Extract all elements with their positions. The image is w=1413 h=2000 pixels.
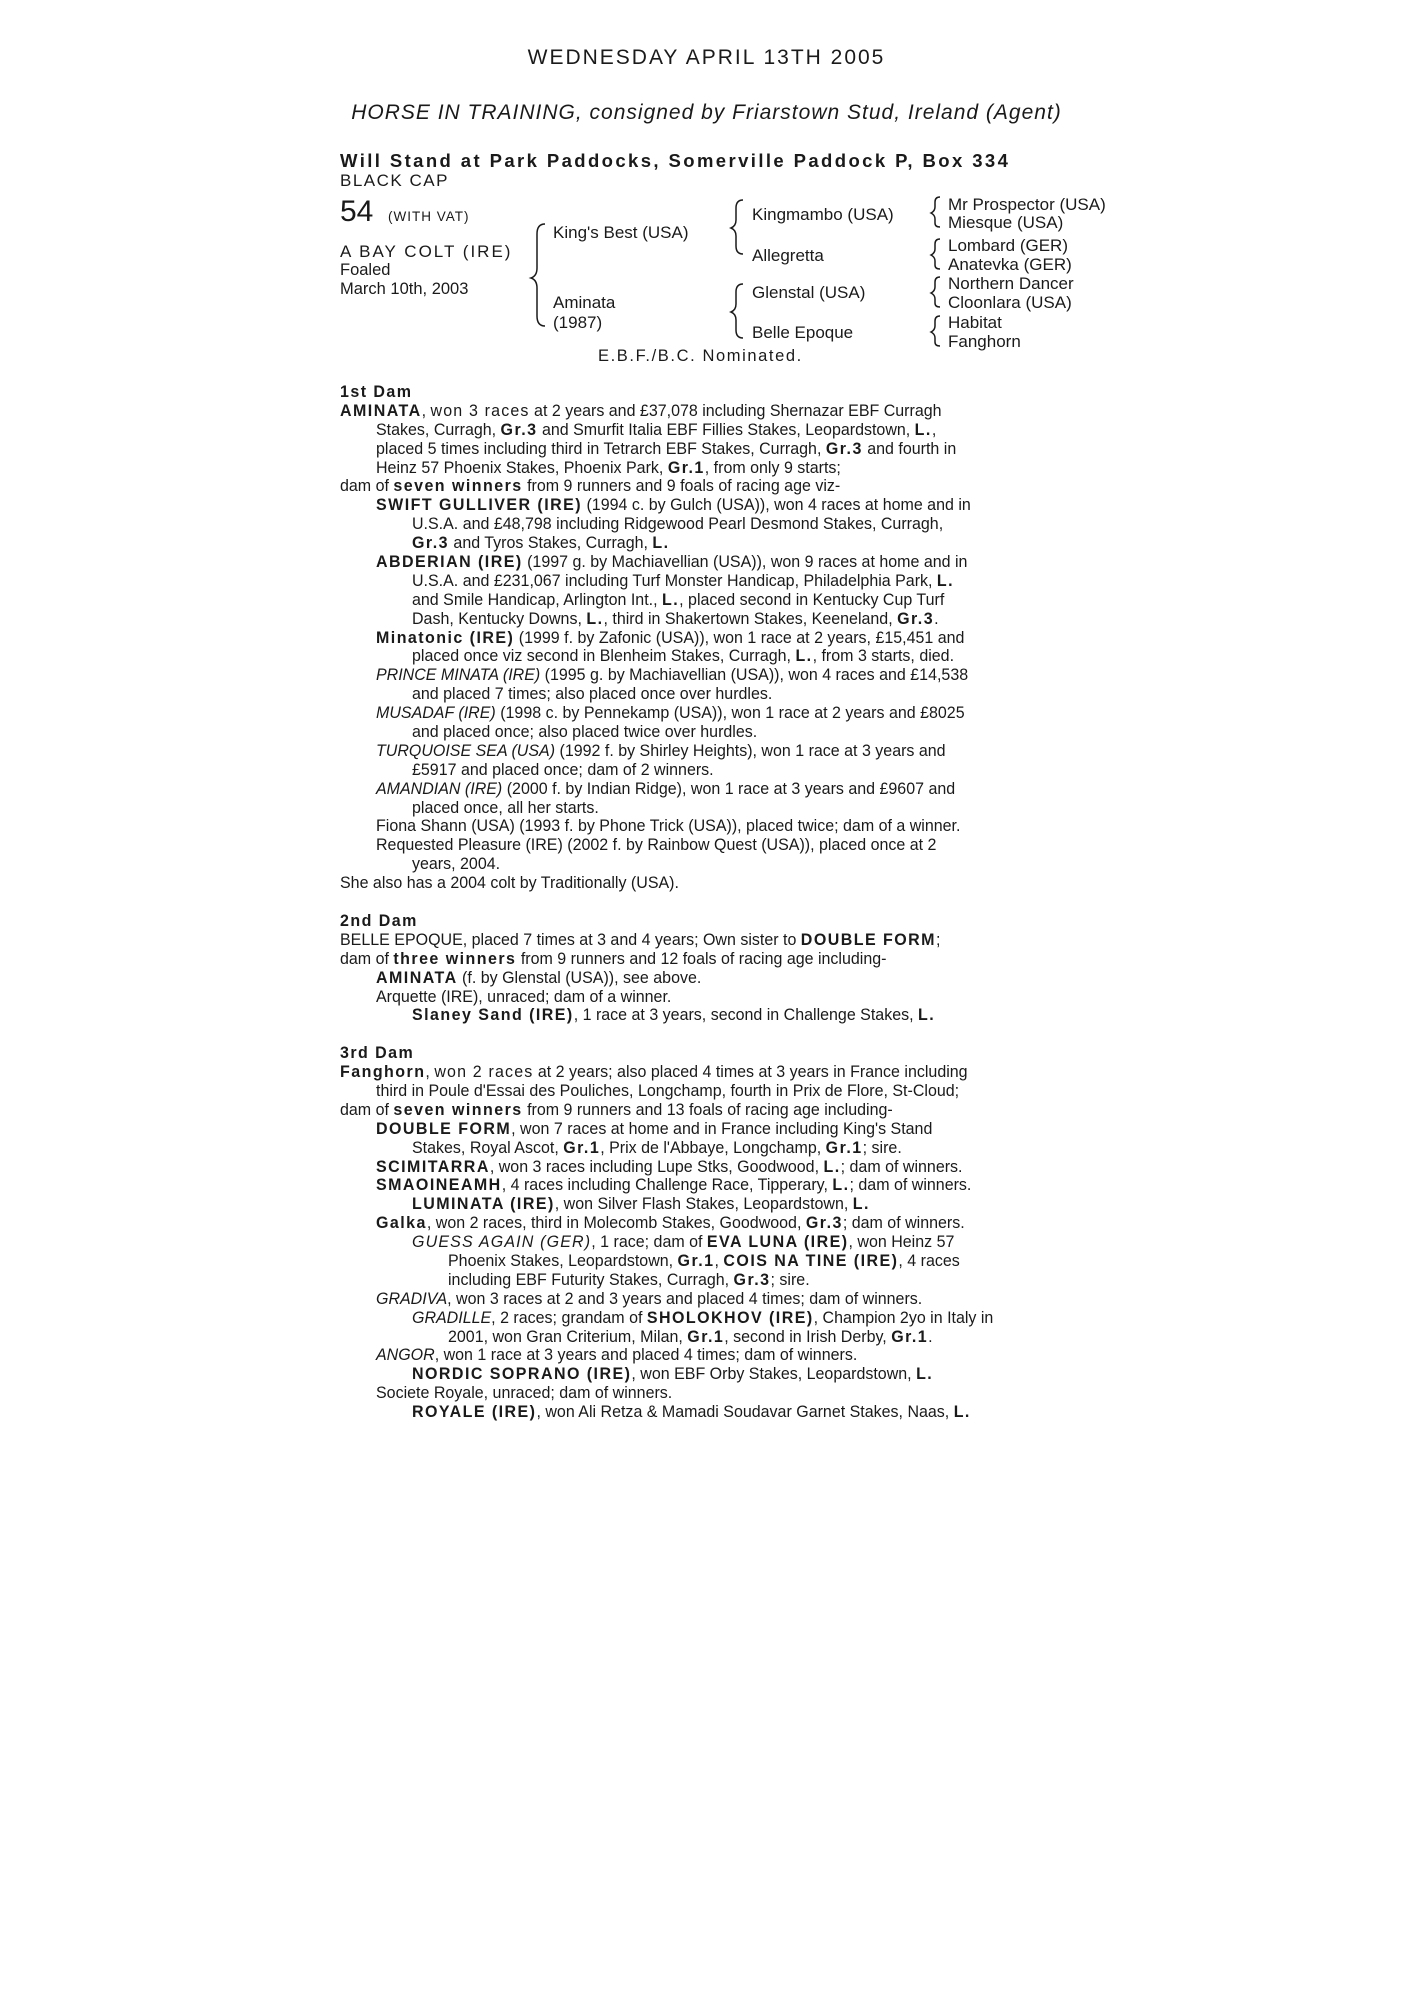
pedigree-sire: King's Best (USA) bbox=[553, 223, 689, 242]
pedigree-sds: Lombard (GER) bbox=[948, 236, 1068, 255]
progeny-entry: SMAOINEAMH, 4 races including Challenge Race, Tipperary, L.; dam of winners. bbox=[376, 1176, 972, 1195]
progeny-entry: Minatonic (IRE) (1999 f. by Zafonic (USA)), won 1 race at 2 years, £15,451 and bbox=[376, 628, 965, 647]
progeny-entry-cont: placed once viz second in Blenheim Stakes, Curragh, L., from 3 starts, died. bbox=[412, 647, 955, 666]
pedigree-ddd: Fanghorn bbox=[948, 332, 1021, 351]
third-dam-line: Fanghorn, won 2 races at 2 years; also placed 4 times at 3 years in France including bbox=[340, 1063, 968, 1082]
progeny-entry: AMINATA (f. by Glenstal (USA)), see above. bbox=[376, 968, 702, 987]
pedigree-dam-sire: Glenstal (USA) bbox=[752, 283, 866, 302]
progeny-entry: Fiona Shann (USA) (1993 f. by Phone Trick (USA)), placed twice; dam of a winner. bbox=[376, 817, 961, 836]
progeny-entry: TURQUOISE SEA (USA) (1992 f. by Shirley Heights), won 1 race at 3 years and bbox=[376, 741, 946, 760]
progeny-entry-cont: placed once, all her starts. bbox=[412, 798, 599, 817]
progeny-entry-cont: including EBF Futurity Stakes, Curragh, Gr.3; sire. bbox=[448, 1270, 810, 1289]
catalogue-body bbox=[340, 383, 1080, 1422]
progeny-entry: Requested Pleasure (IRE) (2002 f. by Rainbow Quest (USA)), placed once at 2 bbox=[376, 836, 937, 855]
lot-number: 54 bbox=[340, 195, 374, 228]
stand-location: Will Stand at Park Paddocks, Somerville Paddock P, Box 334 bbox=[340, 150, 1011, 171]
progeny-entry: ABDERIAN (IRE) (1997 g. by Machiavellian (USA)), won 9 races at home and in bbox=[376, 553, 968, 572]
third-dam-line: dam of seven winners from 9 runners and 13 foals of racing age including- bbox=[340, 1100, 893, 1119]
progeny-entry: Arquette (IRE), unraced; dam of a winner. bbox=[376, 987, 672, 1006]
progeny-entry: SWIFT GULLIVER (IRE) (1994 c. by Gulch (USA)), won 4 races at home and in bbox=[376, 496, 971, 515]
pedigree-sdd: Anatevka (GER) bbox=[948, 255, 1072, 274]
progeny-entry: AMANDIAN (IRE) (2000 f. by Indian Ridge), won 1 race at 3 years and £9607 and bbox=[376, 779, 956, 798]
first-dam-line: Stakes, Curragh, Gr.3 and Smurfit Italia EBF Fillies Stakes, Leopardstown, L., bbox=[376, 420, 937, 439]
progeny-entry-cont: £5917 and placed once; dam of 2 winners. bbox=[412, 760, 714, 779]
vat-note: (WITH VAT) bbox=[388, 209, 470, 224]
progeny-entry: GRADIVA, won 3 races at 2 and 3 years and placed 4 times; dam of winners. bbox=[376, 1289, 923, 1308]
progeny-entry: LUMINATA (IRE), won Silver Flash Stakes, Leopardstown, L. bbox=[412, 1195, 870, 1214]
pedigree-dam: Aminata bbox=[553, 293, 616, 312]
progeny-entry: ROYALE (IRE), won Ali Retza & Mamadi Soudavar Garnet Stakes, Naas, L. bbox=[412, 1403, 971, 1422]
pedigree-ssd: Miesque (USA) bbox=[948, 213, 1064, 232]
progeny-entry: Slaney Sand (IRE), 1 race at 3 years, second in Challenge Stakes, L. bbox=[412, 1006, 936, 1025]
second-dam-line: BELLE EPOQUE, placed 7 times at 3 and 4 years; Own sister to DOUBLE FORM; bbox=[340, 930, 941, 949]
progeny-entry-cont: Phoenix Stakes, Leopardstown, Gr.1, COIS NA TINE (IRE), 4 races bbox=[448, 1251, 960, 1270]
progeny-entry-cont: Stakes, Royal Ascot, Gr.1, Prix de l'Abbaye, Longchamp, Gr.1; sire. bbox=[412, 1138, 902, 1157]
first-dam-line: AMINATA, won 3 races at 2 years and £37,078 including Shernazar EBF Curragh bbox=[340, 401, 942, 420]
progeny-entry-cont: years, 2004. bbox=[412, 855, 501, 874]
progeny-entry-cont: U.S.A. and £231,067 including Turf Monster Handicap, Philadelphia Park, L. bbox=[412, 571, 955, 590]
also-note: She also has a 2004 colt by Traditionally (USA). bbox=[340, 874, 679, 893]
second-dam-line: dam of three winners from 9 runners and 12 foals of racing age including- bbox=[340, 949, 887, 968]
first-dam-heading: 1st Dam bbox=[340, 383, 413, 401]
progeny-entry-cont: and placed once; also placed twice over hurdles. bbox=[412, 723, 758, 742]
progeny-entry-cont: Dash, Kentucky Downs, L., third in Shakertown Stakes, Keeneland, Gr.3. bbox=[412, 609, 939, 628]
pedigree-dss: Northern Dancer bbox=[948, 274, 1074, 293]
third-dam-line: third in Poule d'Essai des Pouliches, Longchamp, fourth in Prix de Flore, St-Cloud; bbox=[376, 1081, 960, 1100]
progeny-entry: Galka, won 2 races, third in Molecomb Stakes, Goodwood, Gr.3; dam of winners. bbox=[376, 1214, 965, 1233]
progeny-entry: SCIMITARRA, won 3 races including Lupe Stks, Goodwood, L.; dam of winners. bbox=[376, 1157, 963, 1176]
pedigree-sss: Mr Prospector (USA) bbox=[948, 195, 1106, 214]
foal-date: March 10th, 2003 bbox=[340, 280, 469, 298]
third-dam-heading: 3rd Dam bbox=[340, 1044, 415, 1063]
consignment-line: HORSE IN TRAINING, consigned by Friarstown Stud, Ireland (Agent) bbox=[351, 101, 1062, 124]
second-dam-heading: 2nd Dam bbox=[340, 911, 418, 930]
progeny-entry-cont: 2001, won Gran Criterium, Milan, Gr.1, second in Irish Derby, Gr.1. bbox=[448, 1327, 933, 1346]
progeny-entry-cont: and Smile Handicap, Arlington Int., L., placed second in Kentucky Cup Turf bbox=[412, 590, 945, 609]
progeny-entry: GRADILLE, 2 races; grandam of SHOLOKHOV (IRE), Champion 2yo in Italy in bbox=[412, 1308, 994, 1327]
first-dam-line: dam of seven winners from 9 runners and 9 foals of racing age viz- bbox=[340, 477, 841, 496]
progeny-entry: NORDIC SOPRANO (IRE), won EBF Orby Stakes, Leopardstown, L. bbox=[412, 1365, 934, 1384]
progeny-entry-cont: and placed 7 times; also placed once over hurdles. bbox=[412, 685, 773, 704]
foaled-label: Foaled bbox=[340, 261, 391, 279]
horse-description: A BAY COLT (IRE) bbox=[340, 242, 513, 261]
progeny-entry-cont: Gr.3 and Tyros Stakes, Curragh, L. bbox=[412, 534, 670, 553]
progeny-entry: MUSADAF (IRE) (1998 c. by Pennekamp (USA)), won 1 race at 2 years and £8025 bbox=[376, 704, 965, 723]
first-dam-line: Heinz 57 Phoenix Stakes, Phoenix Park, Gr.1, from only 9 starts; bbox=[376, 458, 841, 477]
pedigree-dsd: Cloonlara (USA) bbox=[948, 293, 1072, 312]
pedigree-sire-sire: Kingmambo (USA) bbox=[752, 205, 894, 224]
horse-name: BLACK CAP bbox=[340, 171, 449, 190]
nomination-note: E.B.F./B.C. Nominated. bbox=[598, 347, 803, 365]
pedigree-brackets bbox=[0, 0, 1413, 360]
progeny-entry: ANGOR, won 1 race at 3 years and placed 4 times; dam of winners. bbox=[376, 1346, 858, 1365]
pedigree-dds: Habitat bbox=[948, 313, 1002, 332]
first-dam-line: placed 5 times including third in Tetrarch EBF Stakes, Curragh, Gr.3 and fourth in bbox=[376, 439, 957, 458]
pedigree-dam-year: (1987) bbox=[553, 313, 603, 332]
progeny-entry: DOUBLE FORM, won 7 races at home and in France including King's Stand bbox=[376, 1119, 933, 1138]
progeny-entry: PRINCE MINATA (IRE) (1995 g. by Machiavellian (USA)), won 4 races and £14,538 bbox=[376, 666, 969, 685]
progeny-entry: Societe Royale, unraced; dam of winners. bbox=[376, 1384, 673, 1403]
sale-date: WEDNESDAY APRIL 13TH 2005 bbox=[527, 46, 886, 69]
pedigree-dam-dam: Belle Epoque bbox=[752, 323, 854, 342]
progeny-entry-cont: U.S.A. and £48,798 including Ridgewood Pearl Desmond Stakes, Curragh, bbox=[412, 515, 944, 534]
pedigree-sire-dam: Allegretta bbox=[752, 246, 824, 265]
progeny-entry: GUESS AGAIN (GER), 1 race; dam of EVA LUNA (IRE), won Heinz 57 bbox=[412, 1233, 955, 1252]
